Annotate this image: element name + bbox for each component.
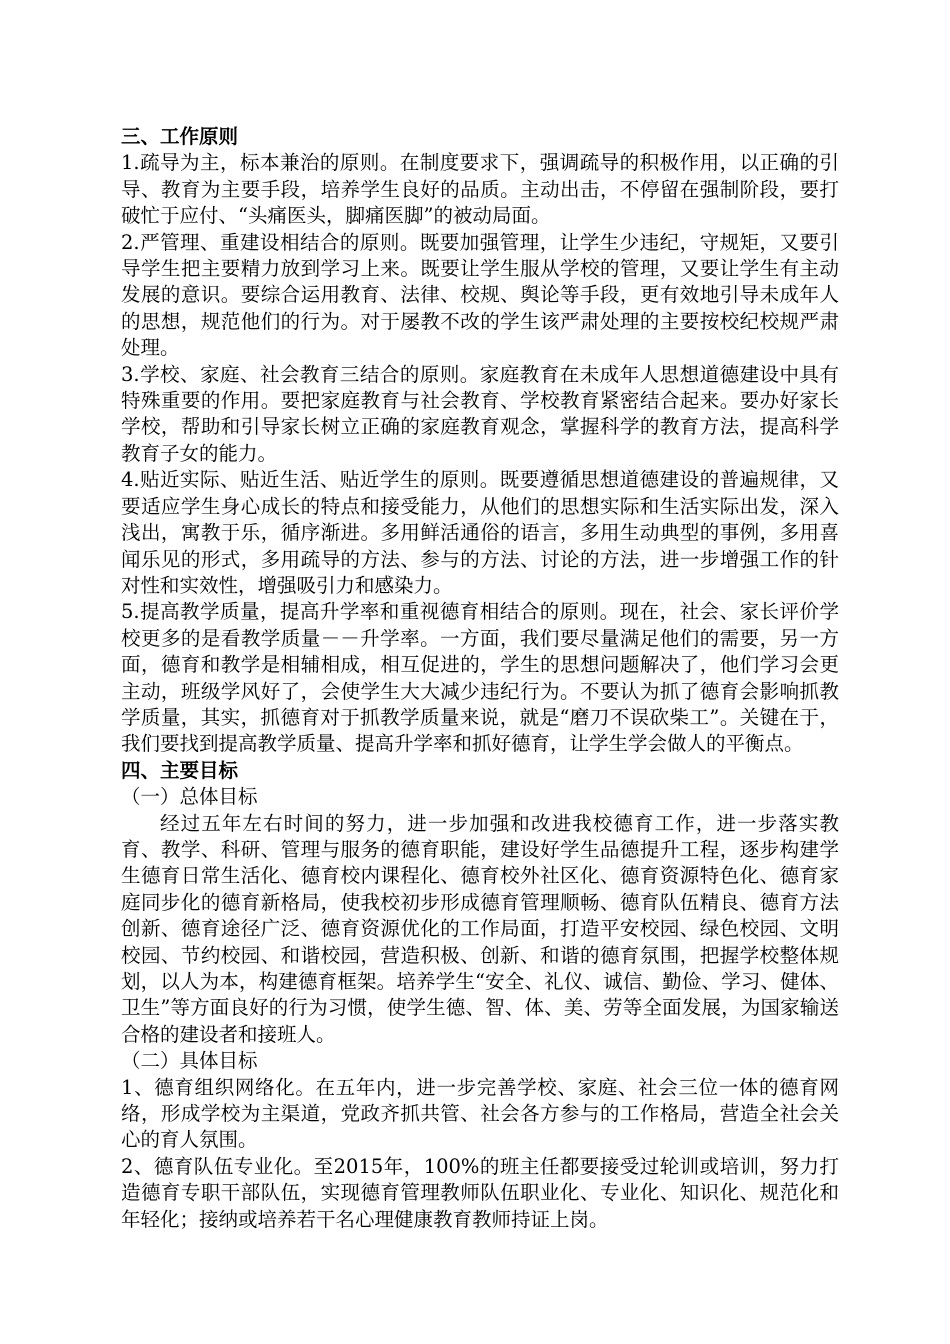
- subheading-overall-goal: （一）总体目标: [121, 785, 258, 809]
- principle-paragraph-3: 3.学校、家庭、社会教育三结合的原则。家庭教育在未成年人思想道德建设中具有特殊重要的作用。要把家庭教育与社会教育、学校教育紧密结合起来。要办好家长学校，帮助和引导家长树立正确的家庭教育观念，掌握科学的教育方法，提高科学教育子女的能力。: [121, 362, 839, 465]
- section-heading-work-principles: 三、工作原则: [121, 125, 239, 148]
- specific-goal-paragraph-1: 1、德育组织网络化。在五年内，进一步完善学校、家庭、社会三位一体的德育网络，形成学校为主渠道，党政齐抓共管、社会各方参与的工作格局，营造全社会关心的育人氛围。: [121, 1075, 839, 1152]
- principle-paragraph-5: 5.提高教学质量，提高升学率和重视德育相结合的原则。现在，社会、家长评价学校更多的是看教学质量－－升学率。一方面，我们要尽量满足他们的需要，另一方面，德育和教学是相辅相成，相互促进的，学生的思想问题解决了，他们学习会更主动，班级学风好了，会使学生大大减少违纪行为。不要认为抓了德育会影响抓教学质量，其实，抓德育对于抓教学质量来说，就是“磨刀不误砍柴工”。关键在于，我们要找到提高教学质量、提高升学率和抓好德育，让学生学会做人的平衡点。: [121, 600, 839, 756]
- specific-goal-paragraph-2: 2、德育队伍专业化。至2015年，100%的班主任都要接受过轮训或培训，努力打造德育专职干部队伍，实现德育管理教师队伍职业化、专业化、知识化、规范化和年轻化；接纳或培养若干名心理健康教育教师持证上岗。: [121, 1154, 839, 1231]
- subheading-specific-goals: （二）具体目标: [121, 1049, 258, 1073]
- principle-paragraph-4: 4.贴近实际、贴近生活、贴近学生的原则。既要遵循思想道德建设的普遍规律，又要适应学生身心成长的特点和接受能力，从他们的思想实际和生活实际出发，深入浅出，寓教于乐，循序渐进。多用鲜活通俗的语言，多用生动典型的事例，多用喜闻乐见的形式，多用疏导的方法、参与的方法、讨论的方法，进一步增强工作的针对性和实效性，增强吸引力和感染力。: [121, 468, 839, 597]
- document-page: [121, 124, 839, 1233]
- principle-paragraph-1: 1.疏导为主，标本兼治的原则。在制度要求下，强调疏导的积极作用，以正确的引导、教育为主要手段，培养学生良好的品质。主动出击，不停留在强制阶段，要打破忙于应付、“头痛医头，脚痛医脚”的被动局面。: [121, 151, 839, 228]
- overall-goal-paragraph: 经过五年左右时间的努力，进一步加强和改进我校德育工作，进一步落实教育、教学、科研、管理与服务的德育职能，建设好学生品德提升工程，逐步构建学生德育日常生活化、德育校内课程化、德育校外社区化、德育资源特色化、德育家庭同步化的德育新格局，使我校初步形成德育管理顺畅、德育队伍精良、德育方法创新、德育途径广泛、德育资源优化的工作局面，打造平安校园、绿色校园、文明校园、节约校园、和谐校园，营造积极、创新、和谐的德育氛围，把握学校整体规划，以人为本，构建德育框架。培养学生“安全、礼仪、诚信、勤俭、学习、健体、卫生”等方面良好的行为习惯，使学生德、智、体、美、劳等全面发展，为国家输送合格的建设者和接班人。: [121, 811, 839, 1046]
- principle-paragraph-2: 2.严管理、重建设相结合的原则。既要加强管理，让学生少违纪，守规矩，又要引导学生把主要精力放到学习上来。既要让学生服从学校的管理，又要让学生有主动发展的意识。要综合运用教育、法律、校规、舆论等手段，更有效地引导未成年人的思想，规范他们的行为。对于屡教不改的学生该严肃处理的主要按校纪校规严肃处理。: [121, 230, 839, 360]
- section-heading-main-goals: 四、主要目标: [121, 758, 239, 782]
